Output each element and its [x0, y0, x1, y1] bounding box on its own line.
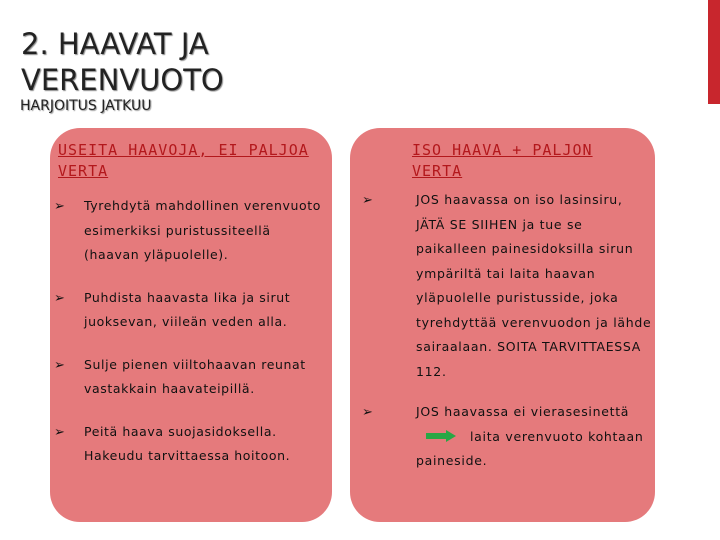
list-item — [54, 353, 330, 402]
right-panel — [350, 128, 655, 522]
arrowhead-bullet-icon: ➢ — [54, 424, 65, 440]
left-panel-list — [54, 194, 330, 487]
arrowhead-bullet-icon: ➢ — [54, 199, 65, 214]
slide-title-line2: VERENVUOTO — [21, 63, 224, 97]
list-item-text: Sulje pienen viiltohaavan reunat vastakkain haavateipillä. — [84, 356, 306, 396]
slide-subtitle: HARJOITUS JATKUU — [20, 98, 152, 114]
arrowhead-bullet-icon: ➢ — [54, 357, 65, 373]
list-item-text: Puhdista haavasta lika ja sirut juoksevan, viileän veden alla. — [84, 289, 291, 329]
left-panel — [50, 128, 332, 522]
list-item — [362, 400, 654, 474]
list-item-text-after: laita verenvuoto kohtaan paineside. — [416, 428, 644, 468]
arrowhead-bullet-icon: ➢ — [54, 290, 65, 306]
list-item — [54, 420, 330, 469]
list-item-text: Peitä haava suojasidoksella. Hakeudu tarvittaessa hoitoon. — [84, 423, 291, 463]
left-panel-heading: USEITA HAAVOJA, EI PALJOA VERTA — [58, 141, 309, 180]
green-right-arrow-icon — [426, 430, 456, 442]
right-panel-list — [362, 188, 654, 490]
accent-bar — [708, 0, 720, 104]
arrowhead-bullet-icon: ➢ — [362, 405, 373, 420]
list-item — [362, 188, 654, 384]
right-panel-heading: ISO HAAVA + PALJON VERTA — [412, 141, 593, 180]
slide-title — [21, 26, 224, 98]
list-item-text: Tyrehdytä mahdollinen verenvuoto esimerkiksi puristussiteellä (haavan yläpuolelle). — [84, 198, 321, 262]
list-item-text: JOS haavassa on iso lasinsiru, JÄTÄ SE SIIHEN ja tue se paikalleen painesidoksilla sirun ympäriltä tai laita haavan yläpuolelle puristusside, joka tyrehdyttää verenvuodon ja lähde sairaalaan. SOITA TARVITTAESSA 112. — [416, 192, 652, 379]
arrowhead-bullet-icon: ➢ — [362, 193, 373, 208]
list-item — [54, 286, 330, 335]
list-item-text-before: JOS haavassa ei vierasesinettä — [416, 404, 630, 419]
list-item — [54, 194, 330, 268]
list-item-text — [416, 400, 654, 474]
slide-title-line1: 2. HAAVAT JA — [21, 27, 209, 61]
